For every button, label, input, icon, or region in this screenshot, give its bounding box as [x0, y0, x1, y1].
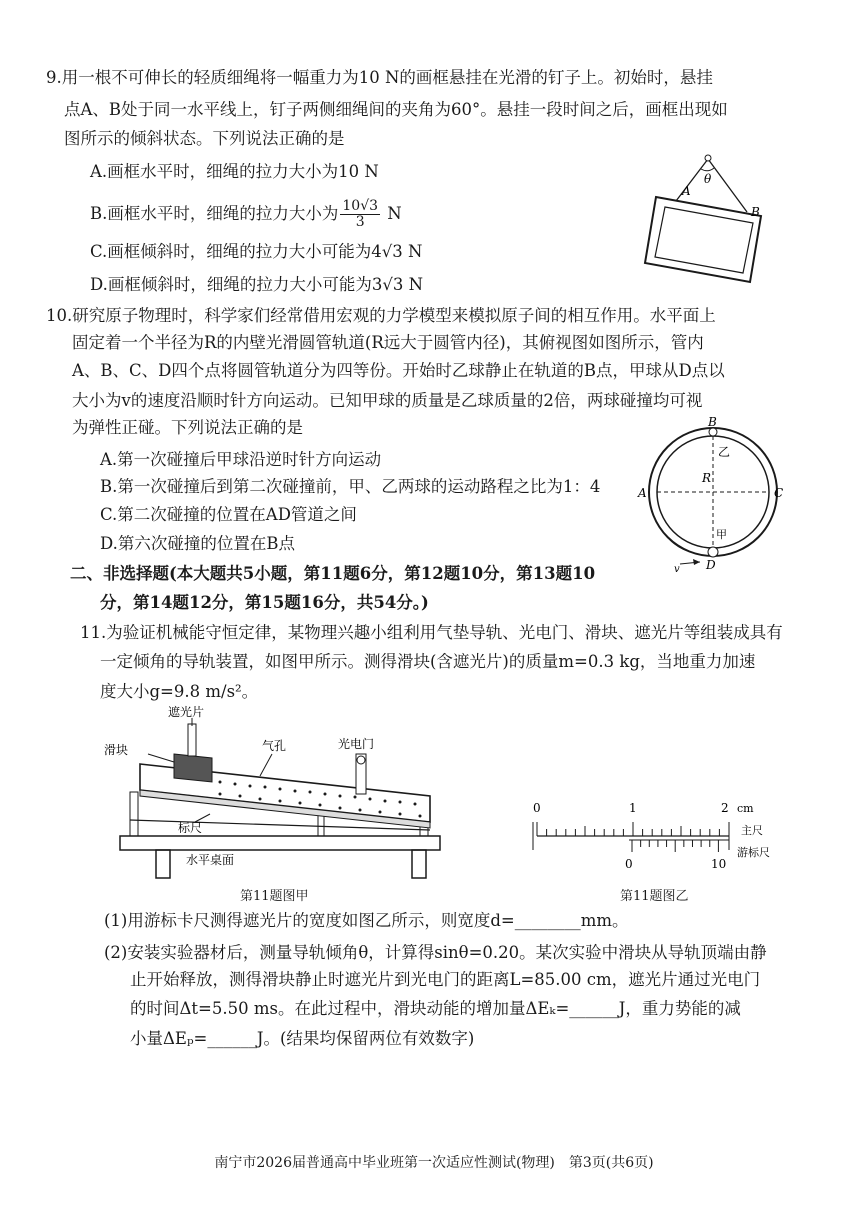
fraction [340, 199, 380, 230]
q9-option-b-text: B.画框水平时，细绳的拉力大小为 [90, 204, 339, 223]
unit: N [387, 204, 402, 223]
q10-line-5: 为弹性正碰。下列说法正确的是 [72, 418, 303, 437]
main-scale-label: 主尺 [741, 824, 763, 837]
vernier-tick-0: 0 [625, 857, 633, 871]
label-c: C [774, 486, 784, 500]
point-a-label: A [682, 184, 691, 198]
label-v: v [674, 564, 680, 574]
q11-line-3: 度大小g=9.8 m/s²。 [100, 682, 259, 701]
unit-cm: cm [737, 802, 754, 815]
page-footer: 南宁市2026届普通高中毕业班第一次适应性测试(物理) 第3页(共6页) [214, 1155, 654, 1171]
q9-option-b [90, 199, 402, 230]
q10-line-4: 大小为v的速度沿顺时针方向运动。已知甲球的质量是乙球质量的2倍，两球碰撞均可视 [72, 391, 703, 410]
q10-option-a: A.第一次碰撞后甲球沿逆时针方向运动 [100, 450, 382, 469]
q11-part-1: (1)用游标卡尺测得遮光片的宽度如图乙所示，则宽度d=________mm。 [104, 911, 629, 930]
q11-vernier-figure [525, 798, 795, 884]
desk-leg-left [156, 850, 170, 878]
figure-b-caption: 第11题图乙 [620, 889, 689, 904]
desk-top [120, 836, 440, 850]
section2-line-2: 分，第14题12分，第15题16分，共54分。) [100, 593, 429, 612]
label-b: B [708, 415, 717, 429]
desk-leg-right [412, 850, 426, 878]
label-yi: 乙 [718, 445, 731, 459]
fraction-denominator: 3 [355, 214, 365, 230]
fraction-numerator: 10√3 [342, 198, 379, 214]
label-photogate: 光电门 [338, 737, 375, 751]
vernier-scale-ticks [632, 840, 718, 852]
theta-label: θ [704, 172, 712, 186]
label-r: R [702, 471, 712, 485]
q11-part-2-line-2: 止开始释放，测得滑块静止时遮光片到光电门的距离L=85.00 cm，遮光片通过光电门 [130, 970, 761, 989]
label-desk: 水平桌面 [186, 853, 235, 867]
q10-line-3: A、B、C、D四个点将圆管轨道分为四等份。开始时乙球静止在轨道的B点，甲球从D点以 [72, 361, 725, 380]
q9-option-d: D.画框倾斜时，细绳的拉力大小可能为3√3 N [90, 275, 424, 294]
frame-inner [655, 207, 753, 273]
label-jia: 甲 [716, 528, 727, 541]
q9-frame-figure [640, 150, 790, 290]
ball-yi [709, 428, 717, 436]
label-slider: 滑块 [104, 743, 129, 757]
string-right [708, 159, 747, 212]
section2-line-1: 二、非选择题(本大题共5小题，第11题6分，第12题10分，第13题10 [70, 564, 596, 583]
q9-line-3: 图所示的倾斜状态。下列说法正确的是 [64, 129, 345, 148]
q11-line-2: 一定倾角的导轨装置，如图甲所示。测得滑块(含遮光片)的质量m=0.3 kg，当地重力加速 [100, 652, 756, 671]
point-b-label: B [751, 205, 760, 219]
q10-ring-figure [630, 414, 805, 574]
q11-part-2-line-1: (2)安装实验器材后，测量导轨倾角θ，计算得sinθ=0.20。某次实验中滑块从导轨顶端由静 [104, 943, 767, 962]
nail [705, 155, 711, 161]
main-tick-2: 2 [721, 801, 729, 815]
post-left [130, 792, 138, 836]
label-air-hole: 气孔 [262, 739, 287, 753]
shading-plate [188, 724, 196, 756]
label-d: D [706, 558, 716, 572]
main-tick-0: 0 [533, 801, 541, 815]
q11-apparatus-figure [100, 702, 460, 902]
q9-option-a: A.画框水平时，细绳的拉力大小为10 N [90, 162, 379, 181]
ball-jia [708, 547, 718, 557]
q10-option-b: B.第一次碰撞后到第二次碰撞前，甲、乙两球的运动路程之比为1：4 [100, 477, 601, 496]
q11-part-2-line-4: 小量ΔEₚ=______J。(结果均保留两位有效数字) [130, 1029, 475, 1048]
q10-line-2: 固定着一个半径为R的内壁光滑圆管轨道(R远大于圆管内径)，其俯视图如图所示，管内 [72, 333, 704, 352]
q11-line-1: 11.为验证机械能守恒定律，某物理兴趣小组利用气垫导轨、光电门、滑块、遮光片等组装成具有 [80, 623, 783, 642]
label-shading-plate: 遮光片 [168, 705, 205, 719]
q10-option-d: D.第六次碰撞的位置在B点 [100, 534, 296, 553]
q11-part-2-line-3: 的时间Δt=5.50 ms。在此过程中，滑块动能的增加量ΔEₖ=______J，重力势能的减 [130, 999, 741, 1018]
main-tick-1: 1 [629, 801, 637, 815]
vernier-scale-label: 游标尺 [737, 846, 770, 859]
q10-option-c: C.第二次碰撞的位置在AD管道之间 [100, 505, 357, 524]
arrow-head [693, 559, 700, 565]
angle-arc [701, 168, 714, 171]
q9-option-c: C.画框倾斜时，细绳的拉力大小可能为4√3 N [90, 242, 423, 261]
q10-line-1: 10.研究原子物理时，科学家们经常借用宏观的力学模型来模拟原子间的相互作用。水平面上 [46, 306, 716, 325]
q9-line-2: 点A、B处于同一水平线上，钉子两侧细绳间的夹角为60°。悬挂一段时间之后，画框出现如 [64, 100, 728, 119]
label-a: A [638, 486, 647, 500]
slider-block [174, 754, 212, 782]
figure-a-caption: 第11题图甲 [240, 889, 309, 904]
q9-line-1: 9.用一根不可伸长的轻质细绳将一幅重力为10 N的画框悬挂在光滑的钉子上。初始时，悬挂 [46, 68, 713, 87]
label-ruler: 标尺 [178, 821, 203, 835]
main-scale-ticks [537, 822, 729, 836]
vernier-tick-10: 10 [711, 857, 727, 871]
